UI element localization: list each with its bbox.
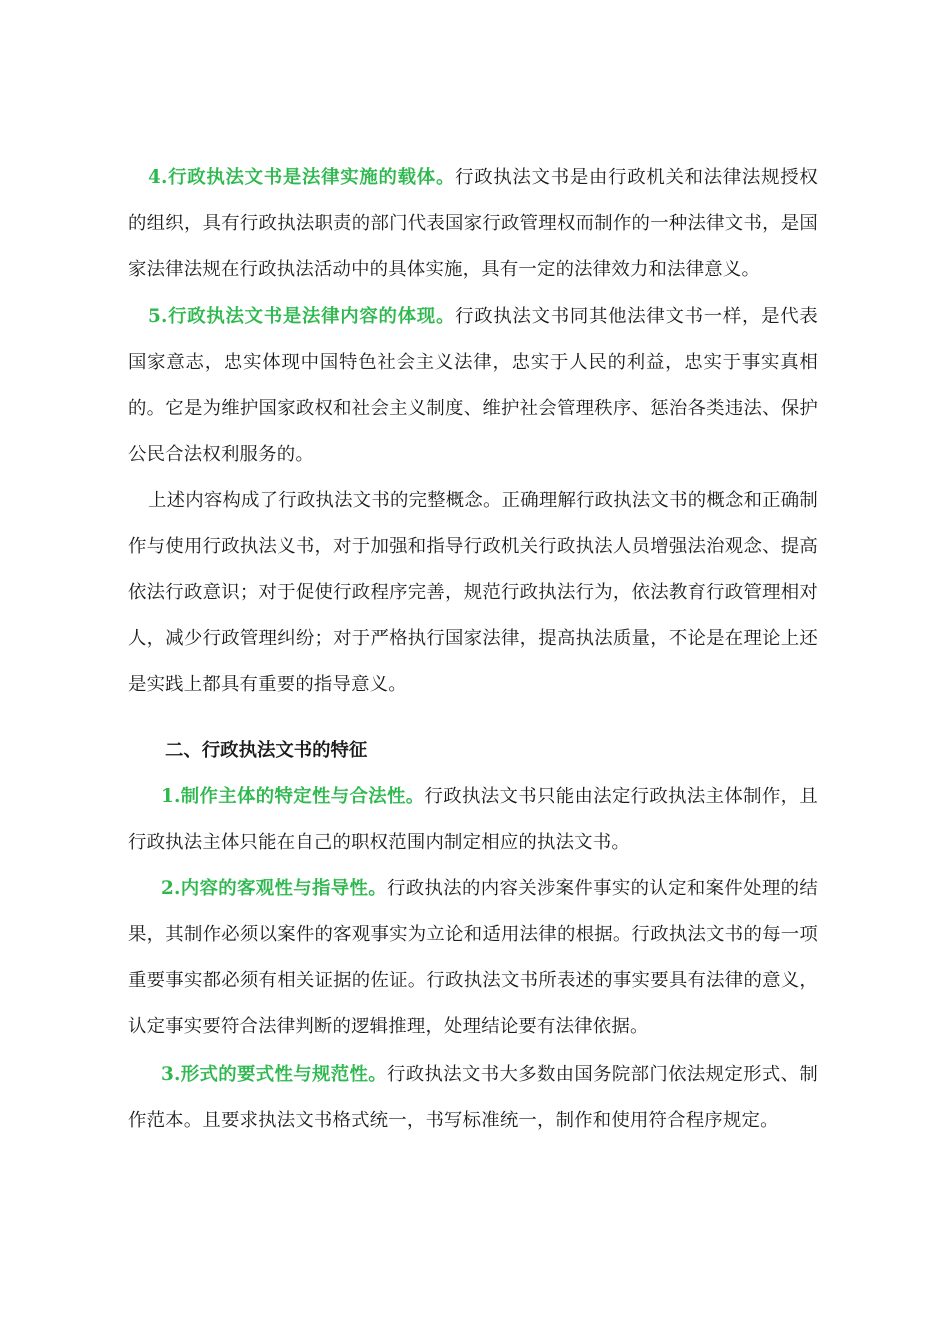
feature-body: 行政执法的内容关涉案件事实的认定和案件处理的结果，其制作必须以案件的客观事实为立论和适用法律的根据。行政执法文书的每一项重要事实都必须有相关证据的佐证。行政执法文书所表述的事实要具有法律的意义，认定事实要符合法律判断的逻辑推理，处理结论要有法律依据。: [128, 878, 818, 1037]
paragraph-lead: 4.行政执法文书是法律实施的载体。: [148, 167, 456, 188]
feature-body: 行政执法文书大多数由国务院部门依法规定形式、制作范本。且要求执法文书格式统一，书写标准统一，制作和使用符合程序规定。: [128, 1064, 818, 1131]
feature-body: 行政执法文书只能由法定行政执法主体制作，且行政执法主体只能在自己的职权范围内制定相应的执法文书。: [128, 786, 818, 853]
feature-item-1: [128, 774, 818, 866]
feature-lead: 2.内容的客观性与指导性。: [161, 878, 387, 899]
paragraph-lead: 5.行政执法文书是法律内容的体现。: [148, 306, 456, 327]
paragraph-body: 行政执法文书同其他法律文书一样，是代表国家意志，忠实体现中国特色社会主义法律，忠实于人民的利益，忠实于事实真相的。它是为维护国家政权和社会主义制度、维护社会管理秩序、惩治各类违法、保护公民合法权利服务的。: [128, 306, 818, 465]
feature-lead: 3.形式的要式性与规范性。: [161, 1064, 387, 1085]
section-heading: 二、行政执法文书的特征: [165, 740, 368, 761]
summary-paragraph: [128, 478, 818, 708]
paragraph-item-5: [128, 294, 818, 478]
feature-item-2: [128, 866, 818, 1050]
paragraph-body: 上述内容构成了行政执法文书的完整概念。正确理解行政执法文书的概念和正确制作与使用行政执法义书，对于加强和指导行政机关行政执法人员增强法治观念、提高依法行政意识；对于促使行政程序完善，规范行政执法行为，依法教育行政管理相对人，减少行政管理纠纷；对于严格执行国家法律，提高执法质量，不论是在理论上还是实践上都具有重要的指导意义。: [128, 490, 818, 695]
paragraph-item-4: [128, 155, 818, 293]
feature-item-3: [128, 1052, 818, 1144]
feature-lead: 1.制作主体的特定性与合法性。: [161, 786, 425, 807]
paragraph-body: 行政执法文书是由行政机关和法律法规授权的组织，具有行政执法职责的部门代表国家行政管理权而制作的一种法律文书，是国家法律法规在行政执法活动中的具体实施，具有一定的法律效力和法律意义。: [128, 167, 818, 280]
